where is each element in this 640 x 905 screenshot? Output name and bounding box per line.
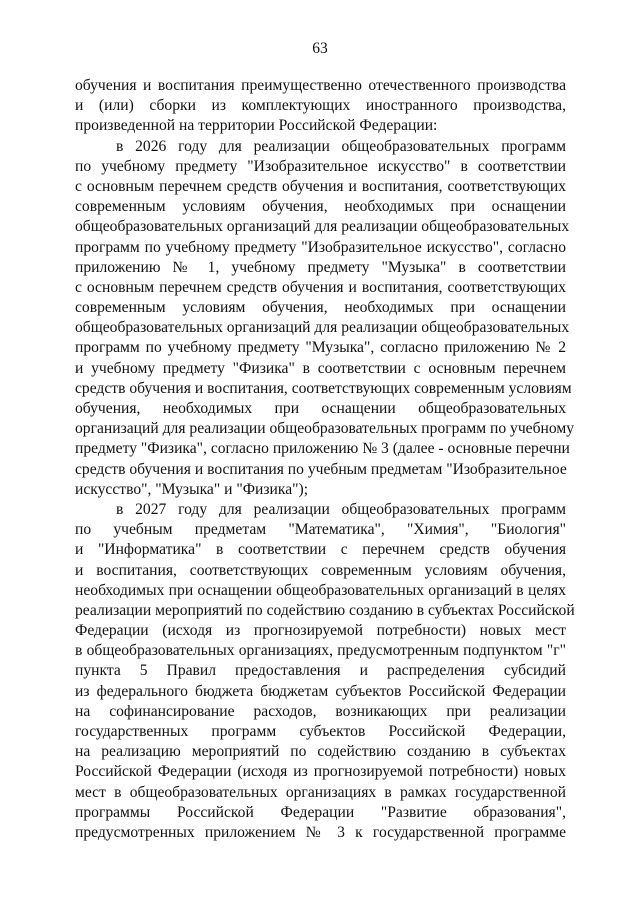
text-line: Российской Федерации (исходя из прогнозируемой потребности) новых bbox=[75, 763, 566, 781]
text-line: с основным перечнем средств обучения и воспитания, соответствующих bbox=[75, 278, 566, 296]
text-line: необходимых при оснащении общеобразовательных организаций в целях bbox=[75, 581, 566, 599]
text-line: в 2027 году для реализации общеобразовательных программ bbox=[116, 500, 566, 518]
text-line: обучения и воспитания преимущественно отечественного производства bbox=[75, 77, 566, 94]
text-line: на реализацию мероприятий по содействию созданию в субъектах bbox=[75, 743, 566, 761]
text-line: с основным перечнем средств обучения и воспитания, соответствующих bbox=[75, 177, 566, 195]
document-body bbox=[75, 76, 575, 843]
text-line: в 2026 году для реализации общеобразовательных программ bbox=[116, 137, 566, 155]
paragraph bbox=[75, 137, 575, 500]
page-number: 63 bbox=[312, 40, 328, 57]
text-line: реализации мероприятий по содействию созданию в субъектах Российской bbox=[75, 601, 575, 619]
text-line: произведенной на территории Российской Федерации: bbox=[75, 117, 438, 135]
text-line: обучения, необходимых при оснащении общеобразовательных bbox=[75, 400, 566, 417]
text-line: искусство", "Музыка" и "Физика"); bbox=[75, 480, 309, 498]
text-line: программы Российской Федерации "Развитие образования", bbox=[75, 803, 566, 821]
text-line: средств обучения и воспитания по учебным предметам "Изобразительное bbox=[75, 460, 567, 478]
text-line: предусмотренных приложением № 3 к государственной программе bbox=[75, 823, 566, 841]
text-line: по учебному предмету "Изобразительное искусство" в соответствии bbox=[75, 157, 566, 175]
text-line: из федерального бюджета бюджетам субъектов Российской Федерации bbox=[75, 682, 566, 700]
text-line: средств обучения и воспитания, соответствующих современным условиям bbox=[75, 379, 572, 397]
text-line: приложению № 1, учебному предмету "Музыка" в соответствии bbox=[75, 258, 566, 276]
paragraph bbox=[75, 76, 566, 137]
text-line: современным условиям обучения, необходимых при оснащении bbox=[75, 198, 566, 216]
text-line: программ по учебному предмету "Изобразительное искусство", согласно bbox=[75, 238, 566, 256]
text-line: и (или) сборки из комплектующих иностранного производства, bbox=[75, 97, 566, 115]
text-line: организаций для реализации общеобразовательных программ по учебному bbox=[75, 420, 575, 438]
text-line: на софинансирование расходов, возникающих при реализации bbox=[75, 702, 566, 720]
text-line: пункта 5 Правил предоставления и распределения субсидий bbox=[75, 662, 566, 680]
text-line: программ по учебному предмету "Музыка", согласно приложению № 2 bbox=[75, 339, 566, 357]
text-line: и учебному предмету "Физика" в соответствии с основным перечнем bbox=[75, 359, 566, 377]
text-line: и воспитания, соответствующих современным условиям обучения, bbox=[75, 561, 566, 579]
text-line: предмету "Физика", согласно приложению № 3 (далее - основные перечни bbox=[75, 440, 570, 458]
text-line: государственных программ субъектов Российской Федерации, bbox=[75, 723, 566, 740]
text-line: общеобразовательных организаций для реализации общеобразовательных bbox=[75, 218, 570, 236]
text-line: современным условиям обучения, необходимых при оснащении bbox=[75, 299, 566, 317]
text-line: и "Информатика" в соответствии с перечнем средств обучения bbox=[75, 541, 566, 559]
text-line: мест в общеобразовательных организациях в рамках государственной bbox=[75, 783, 566, 801]
text-line: по учебным предметам "Математика", "Химия", "Биология" bbox=[75, 521, 566, 539]
text-line: в общеобразовательных организациях, предусмотренным подпунктом "г" bbox=[75, 642, 566, 660]
text-line: общеобразовательных организаций для реализации общеобразовательных bbox=[75, 319, 570, 337]
text-line: Федерации (исходя из прогнозируемой потребности) новых мест bbox=[75, 622, 566, 640]
paragraph bbox=[75, 500, 575, 843]
